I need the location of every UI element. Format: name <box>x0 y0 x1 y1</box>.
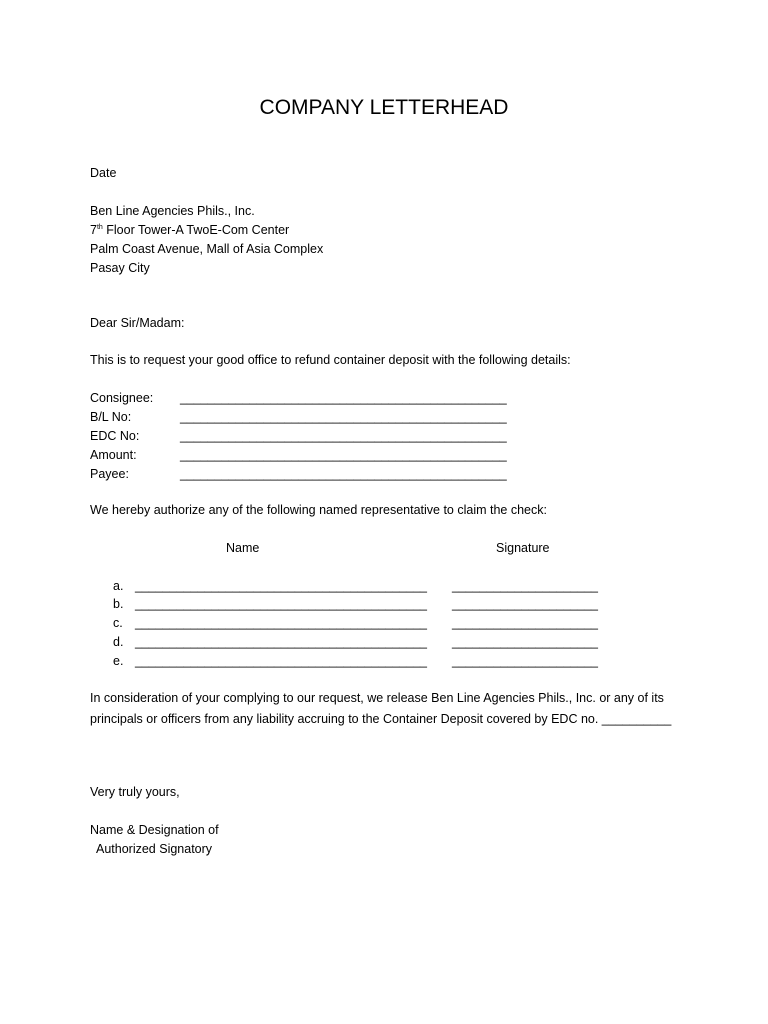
consideration-line-1: In consideration of your complying to our request, we release Ben Line Agencies Phils., Inc. or any of its <box>90 691 664 705</box>
rep-letter-b: b. <box>113 597 124 611</box>
rep-sig-blank-a: _____________________ <box>452 579 598 593</box>
request-text: This is to request your good office to refund container deposit with the following details: <box>90 353 571 367</box>
rep-header-name: Name <box>226 541 260 555</box>
field-blank-payee: _______________________________________________ <box>180 467 507 481</box>
field-label-edc-no: EDC No: <box>90 429 140 443</box>
addressee-company: Ben Line Agencies Phils., Inc. <box>90 204 255 218</box>
floor-suffix: th <box>96 224 103 231</box>
signatory-line-1: Name & Designation of <box>90 823 219 837</box>
field-label-payee: Payee: <box>90 467 129 481</box>
field-label-bl-no: B/L No: <box>90 410 132 424</box>
field-label-consignee: Consignee: <box>90 391 154 405</box>
rep-letter-e: e. <box>113 654 124 668</box>
date-label: Date <box>90 166 117 180</box>
rep-letter-a: a. <box>113 579 124 593</box>
addressee-floor <box>90 223 289 237</box>
addressee-street: Palm Coast Avenue, Mall of Asia Complex <box>90 242 324 256</box>
rep-header-signature: Signature <box>496 541 550 555</box>
floor-number: 7 <box>90 223 97 237</box>
field-blank-edc-no: _______________________________________________ <box>180 429 507 443</box>
signatory-line-2: Authorized Signatory <box>96 842 213 856</box>
field-blank-consignee: _______________________________________________ <box>180 391 507 405</box>
addressee-city: Pasay City <box>90 261 150 275</box>
field-blank-amount: _______________________________________________ <box>180 448 507 462</box>
rep-letter-d: d. <box>113 635 124 649</box>
rep-letter-c: c. <box>113 616 123 630</box>
rep-name-blank-a: __________________________________________ <box>135 579 427 593</box>
rep-name-blank-d: __________________________________________ <box>135 635 427 649</box>
authorize-text: We hereby authorize any of the following named representative to claim the check: <box>90 503 547 517</box>
rep-sig-blank-d: _____________________ <box>452 635 598 649</box>
salutation: Dear Sir/Madam: <box>90 316 185 330</box>
rep-sig-blank-c: _____________________ <box>452 616 598 630</box>
rep-name-blank-b: __________________________________________ <box>135 597 427 611</box>
floor-rest: Floor Tower-A TwoE-Com Center <box>102 223 290 237</box>
rep-name-blank-e: __________________________________________ <box>135 654 427 668</box>
closing: Very truly yours, <box>90 785 180 799</box>
field-label-amount: Amount: <box>90 448 137 462</box>
rep-sig-blank-e: _____________________ <box>452 654 598 668</box>
field-blank-bl-no: _______________________________________________ <box>180 410 507 424</box>
rep-name-blank-c: __________________________________________ <box>135 616 427 630</box>
consideration-line-2: principals or officers from any liability accruing to the Container Deposit covered by EDC no. __________ <box>90 712 672 726</box>
rep-sig-blank-b: _____________________ <box>452 597 598 611</box>
letterhead-title: COMPANY LETTERHEAD <box>259 96 509 119</box>
